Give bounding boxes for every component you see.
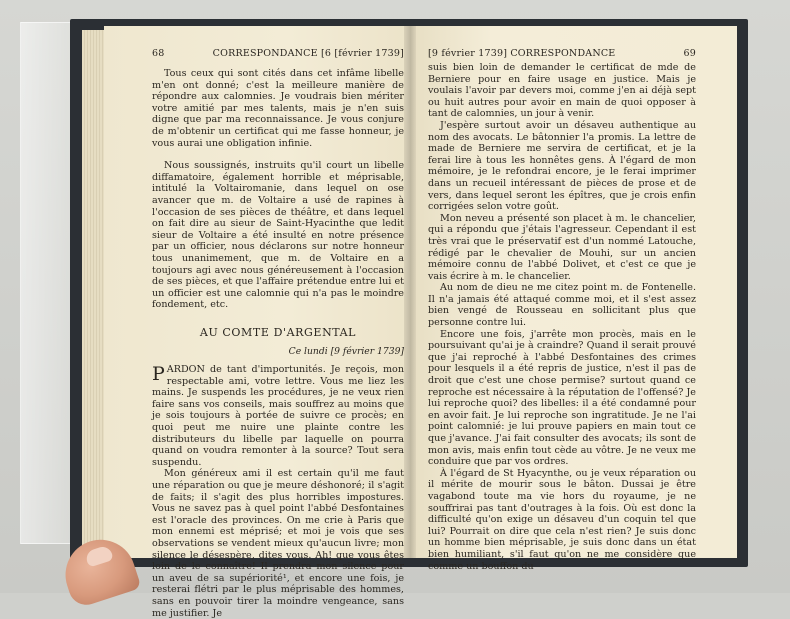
left-page-number: 68 — [152, 48, 165, 59]
left-body — [152, 68, 404, 619]
right-paragraph: Mon neveu a présenté son placet à m. le chancelier, qui a répondu que j'étais l'agresseur. Cependant il est très vrai que le préservatif est d'un nommé Latouche, rédigé par le chevalier de Mouhi, sur un ancien mémoire connu de l'abbé Dolivet, et c'est ce que je vais écrire à m. le chancelier. — [428, 212, 696, 282]
left-paragraph: Tous ceux qui sont cités dans cet infâme libelle m'en ont donné; c'est la meilleure manière de répondre aux calomnies. Je voudrais bien mériter votre amitié par mes talents, mais je n'en suis digne que par ma reconnaissance. Je vous conjure de m'obtenir un certificat qui me fasse honneur, je vous aurai une obligation infinie. — [152, 68, 404, 149]
right-paragraph: suis bien loin de demander le certificat de mde de Berniere pour en faire usage en justice. Mais je voulais l'avoir par devers moi, comme j'en ai déjà sept ou huit autres pour avoir en main de quoi opposer à tant de calomnies, un jour à venir. — [428, 62, 696, 120]
letter-title: AU COMTE D'ARGENTAL — [199, 325, 357, 339]
left-page — [104, 26, 410, 619]
dropcap: P — [152, 363, 165, 386]
right-paragraph: À l'égard de St Hyacynthe, ou je veux réparation ou il mérite de mourir sous le bâton. Dussai je être vagabond toute ma vie hors du royaume, je ne souffrirai pas tant d'outrages à la fois. Où est donc la difficulté qu'on exige un désaveu d'un coquin tel que lui? Pourrait on dire que cela n'est rien? Je suis donc un homme bien méprisable, je suis donc dans un état bien humiliant, s'il faut qu'on ne me considère que comme un bouffon du — [428, 467, 696, 572]
right-page — [410, 26, 737, 572]
right-paragraph: J'espère surtout avoir un désaveu authentique au nom des avocats. Le bâtonnier l'a promis. La lettre de made de Berniere me servira de certificat, et je la ferai lire à tous les honnêtes gens. À l'égard de mon mémoire, je le refondrai encore, je le ferai imprimer dans un recueil intéressant de pièces de prose et de vers, dans lequel seront les épîtres, que je crois enfin corrigées selon votre goût. — [428, 119, 696, 213]
right-body — [428, 62, 696, 572]
letter-paragraph-text: ARDON de tant d'importunités. Je reçois, mon respectable ami, votre lettre. Vous me liez les mains. Je suspends les procédures, je ne veux rien faire sans vos conseils, mais souffrez au moins que je sois toujours à portée de suivre ce procès; en quoi peut me nuire une plainte contre les distributeurs du libelle par laquelle on pourra quand on voudra remonter à la source? Tout sera suspendu. — [152, 364, 404, 468]
right-page-number: 69 — [683, 48, 696, 59]
letter-dateline: Ce lundi [9 février 1739] — [288, 346, 404, 358]
left-running-head: CORRESPONDANCE [6 [février 1739] — [212, 48, 404, 59]
left-paragraph: Nous soussignés, instruits qu'il court un libelle diffamatoire, également horrible et méprisable, intitulé la Voltairomanie, dans lequel on ose avancer que m. de Voltaire a usé de rapines à l'occasion de ses pièces de théâtre, et dans lequel on fait dire au sieur de Saint-Hyacinthe que ledit sieur de Voltaire a été insulté en notre présence par un officier, nous déclarons sur notre honneur tous unanimement, que m. de Voltaire en a toujours agi avec nous généreusement à l'occasion de ses pièces, et que l'affaire prétendue entre lui et un officier est une calomnie qui n'a pas le moindre fondement, etc. — [152, 160, 404, 311]
letter-paragraph — [152, 364, 404, 468]
book-gutter — [404, 26, 416, 558]
page-edges — [82, 30, 104, 556]
right-paragraph: Encore une fois, j'arrête mon procès, mais en le poursuivant qu'ai je à craindre? Quand il serait prouvé que j'ai reproché à l'abbé Desfontaines des crimes pour lesquels il a été repris de justice, n'est il pas de droit que c'est une chose permise? surtout quand ce reproche est nécessaire à la réputation de l'offensé? Je lui reproche quoi? des libelles: il a été condamné pour en avoir fait. Je lui reproche son ingratitude. Je ne l'ai point calomnié: je lui prouve papiers en main tout ce que j'avance. J'ai fait consulter des avocats; ils sont de mon avis, mais enfin tout cède au vôtre. Je ne veux me conduire que par vos ordres. — [428, 328, 696, 468]
right-paragraph: Au nom de dieu ne me citez point m. de Fontenelle. Il n'a jamais été attaqué comme moi, et il s'est assez bien vengé de Rousseau en sollicitant plus que personne contre lui. — [428, 282, 696, 329]
letter-paragraph: Mon généreux ami il est certain qu'il me faut une réparation ou que je meure déshonoré; il s'agit de faits; il s'agit des plus horribles impostures. Vous ne savez pas à quel point l'abbé Desfontaines est l'oracle des provinces. On me crie à Paris que mon ennemi est méprisé; et moi je vois que ses observations se vendent mieux qu'aucun livre; mon silence le désespère, dites vous. Ah! que vous êtes loin de le connaître! Il prendra mon silence pour un aveu de sa supériorité¹, et encore une fois, je resterai flétri par le plus méprisable des hommes, sans en pouvoir tirer la moindre vengeance, sans me justifier. Je — [152, 468, 404, 619]
right-running-head: [9 février 1739] CORRESPONDANCE — [428, 48, 616, 59]
